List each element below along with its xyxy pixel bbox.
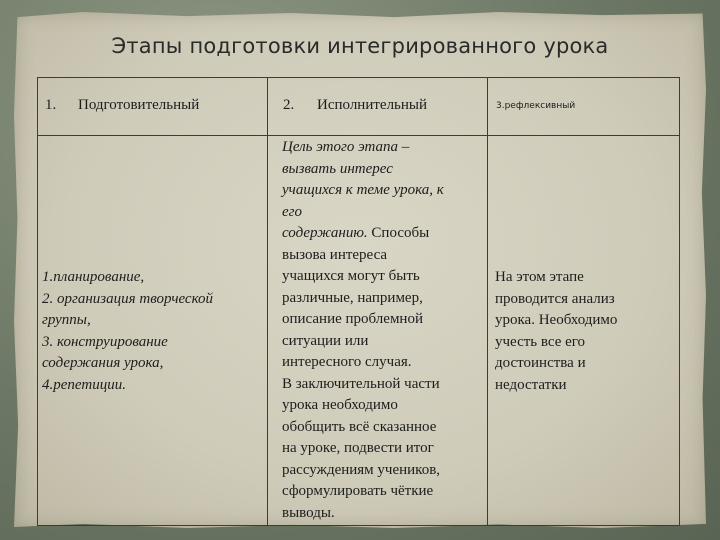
col3-body — [495, 267, 677, 396]
col2-body — [282, 137, 486, 524]
col2-line: учащихся к теме урока, к — [282, 182, 444, 198]
col2-line: сформулировать чёткие — [282, 483, 434, 499]
column-divider — [487, 78, 488, 525]
col3-header: 3.рефлексивный — [496, 101, 576, 111]
col2-line: рассуждениям учеников, — [282, 461, 441, 478]
col2-line: учащихся могут быть — [282, 268, 420, 284]
col1-line: группы, — [42, 312, 91, 328]
col2-line: вызова интереса — [282, 246, 388, 263]
col2-line: содержанию. Способы — [282, 225, 430, 241]
col1-line: содержания урока, — [42, 355, 164, 371]
col2-line: урока необходимо — [282, 397, 398, 413]
col2-line: ситуации или — [282, 332, 369, 349]
col2-line: обобщить всё сказанное — [282, 418, 437, 435]
col2-line: на уроке, подвести итог — [282, 440, 434, 456]
col3-line: На этом этапе — [495, 269, 584, 285]
col1-line: 3. конструирование — [42, 333, 168, 350]
col1-line: 4.репетиции. — [42, 376, 126, 393]
col3-line: урока. Необходимо — [495, 312, 618, 328]
col3-line: проводится анализ — [495, 290, 615, 307]
col2-line: Цель этого этапа – — [282, 139, 410, 155]
col3-line: достоинства и — [495, 355, 586, 371]
col1-header: Подготовительный — [78, 97, 200, 113]
col2-line: интересного случая. — [282, 354, 412, 370]
col2-line: выводы. — [282, 504, 335, 521]
col2-line: его — [282, 203, 303, 220]
col2-line: вызвать интерес — [282, 160, 393, 177]
page-title: Этапы подготовки интегрированного урока — [111, 34, 609, 58]
header-divider — [38, 135, 679, 136]
col2-line: различные, например, — [282, 289, 423, 306]
col1-number: 1. — [45, 97, 57, 113]
column-divider — [267, 78, 268, 525]
col1-body — [42, 267, 264, 396]
col2-line: В заключительной части — [282, 375, 440, 392]
stages-table — [37, 77, 680, 526]
col2-header: Исполнительный — [317, 97, 428, 113]
col2-number: 2. — [283, 97, 295, 113]
col3-line: недостатки — [495, 376, 567, 393]
col1-line: 2. организация творческой — [42, 290, 214, 307]
col3-line: учесть все его — [495, 333, 586, 350]
col1-line: 1.планирование, — [42, 269, 145, 285]
col2-line: описание проблемной — [282, 311, 423, 327]
